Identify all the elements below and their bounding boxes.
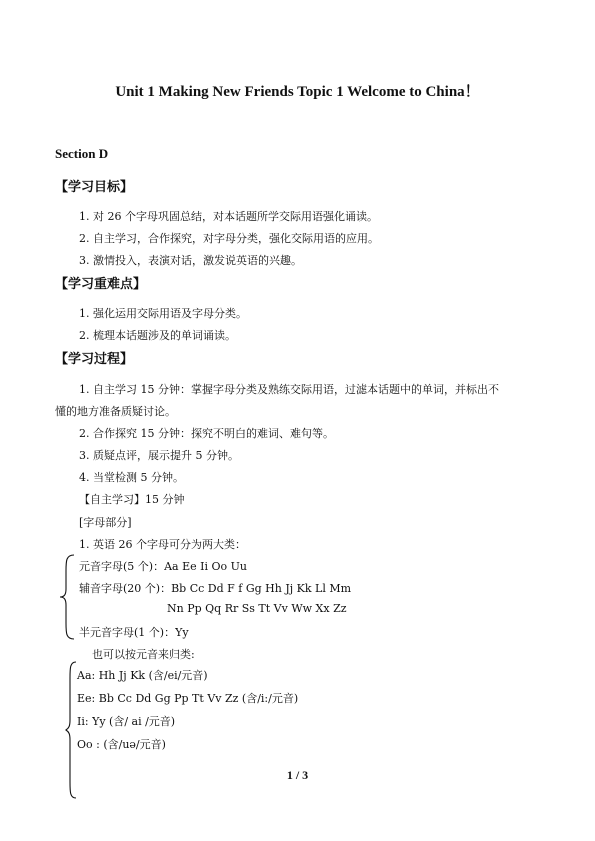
semivowel-line: 半元音字母(1 个)：Yy	[79, 626, 189, 639]
key-points-header: 【学习重难点】	[55, 277, 147, 292]
process-item: 3. 质疑点评，展示提升 5 分钟。	[79, 449, 239, 462]
key-point-item: 2. 梳理本话题涉及的单词诵读。	[79, 329, 236, 342]
section-heading: Section D	[55, 146, 109, 161]
key-point-item: 1. 强化运用交际用语及字母分类。	[79, 307, 247, 320]
vowel-group: Oo : (含/uə/元音)	[77, 738, 166, 751]
objectives-header: 【学习目标】	[55, 180, 134, 195]
vowels-line: 元音字母(5 个)：Aa Ee Ii Oo Uu	[79, 560, 247, 573]
vowel-group: Aa: Hh Jj Kk (含/ei/元音)	[77, 669, 208, 682]
objective-item: 3. 激情投入，表演对话，激发说英语的兴趣。	[79, 254, 302, 267]
process-item-1-line-1: 1. 自主学习 15 分钟：掌握字母分类及熟练交际用语，过滤本话题中的单词，并标出不	[79, 383, 499, 396]
document-title: Unit 1 Making New Friends Topic 1 Welcome to China！	[115, 84, 480, 100]
page-number: 1 / 3	[286, 768, 309, 782]
consonants-line-1: 辅音字母(20 个)：Bb Cc Dd F f Gg Hh Jj Kk Ll Mm	[79, 582, 352, 595]
process-item: 4. 当堂检测 5 分钟。	[79, 471, 184, 484]
objective-item: 2. 自主学习，合作探究，对字母分类，强化交际用语的应用。	[79, 232, 379, 245]
process-item: 2. 合作探究 15 分钟：探究不明白的难词、难句等。	[79, 427, 334, 440]
process-header: 【学习过程】	[55, 352, 134, 367]
by-vowel-intro: 也可以按元音来归类:	[92, 648, 195, 661]
self-study-label: 【自主学习】15 分钟	[79, 493, 185, 506]
vowel-group: Ee: Bb Cc Dd Gg Pp Tt Vv Zz (含/i:/元音)	[77, 692, 299, 705]
consonants-line-2: Nn Pp Qq Rr Ss Tt Vv Ww Xx Zz	[167, 602, 347, 615]
classify-intro: 1. 英语 26 个字母可分为两大类：	[79, 538, 246, 551]
vowel-group: Ii: Yy (含/ ai /元音)	[77, 715, 176, 728]
objective-item: 1. 对 26 个字母巩固总结，对本话题所学交际用语强化诵读。	[79, 210, 378, 223]
category-brace	[58, 553, 76, 641]
process-item-1-line-2: 懂的地方准备质疑讨论。	[55, 405, 176, 418]
letters-part-label: [字母部分]	[79, 516, 132, 529]
